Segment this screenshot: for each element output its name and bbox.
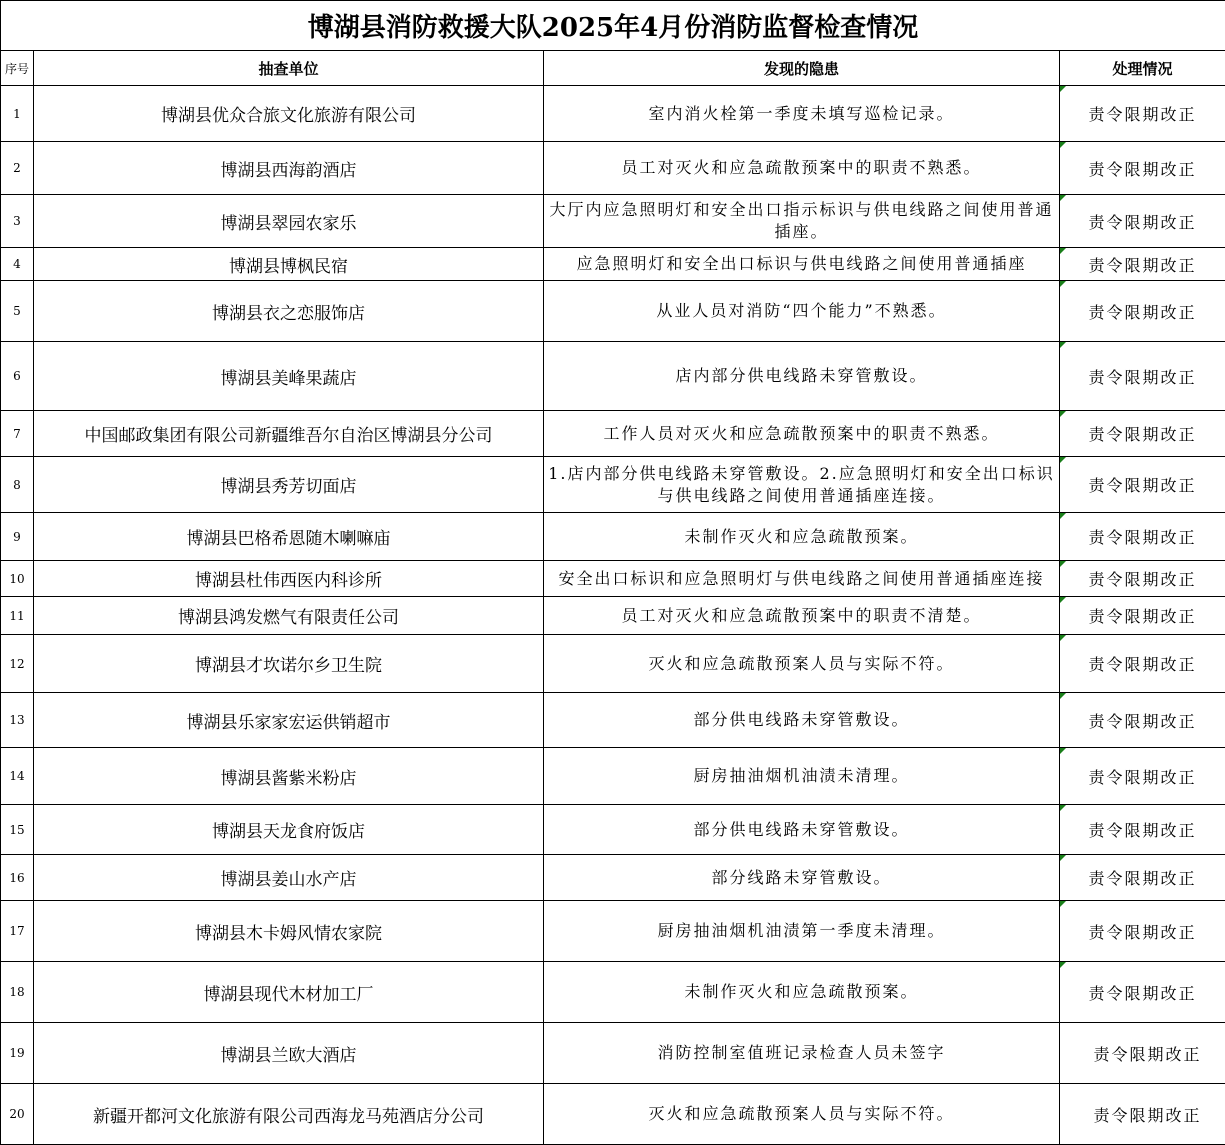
row-result-text: 责令限期改正 xyxy=(1088,425,1197,444)
row-unit xyxy=(34,748,544,805)
table-row xyxy=(1,901,1225,962)
row-unit-text: 新疆开都河文化旅游有限公司西海龙马苑酒店分公司 xyxy=(93,1106,484,1127)
row-result xyxy=(1060,597,1225,635)
table-row xyxy=(1,1023,1225,1084)
row-issue xyxy=(544,411,1060,457)
row-seq xyxy=(1,457,34,513)
row-seq-text: 20 xyxy=(9,1107,25,1121)
row-issue xyxy=(544,901,1060,962)
row-result-text: 责令限期改正 xyxy=(1088,821,1197,840)
row-result-text: 责令限期改正 xyxy=(1088,570,1197,589)
header-result: 处理情况 xyxy=(1060,51,1225,86)
row-result xyxy=(1060,1084,1225,1145)
row-result xyxy=(1060,248,1225,281)
row-unit xyxy=(34,195,544,248)
row-issue-text: 应急照明灯和安全出口标识与供电线路之间使用普通插座 xyxy=(576,254,1027,273)
row-unit-text: 博湖县优众合旅文化旅游有限公司 xyxy=(161,106,416,126)
row-result-text: 责令限期改正 xyxy=(1088,711,1197,731)
row-result xyxy=(1060,1023,1225,1084)
row-seq-text: 13 xyxy=(9,713,25,727)
row-seq xyxy=(1,281,34,342)
header-seq: 序号 xyxy=(1,51,34,86)
row-unit-text: 博湖县才坎诺尔乡卫生院 xyxy=(195,656,382,676)
row-issue xyxy=(544,195,1060,248)
row-seq xyxy=(1,513,34,561)
row-result xyxy=(1060,855,1225,901)
row-result-text: 责令限期改正 xyxy=(1088,607,1197,626)
row-unit xyxy=(34,457,544,513)
row-result xyxy=(1060,86,1225,142)
row-seq xyxy=(1,901,34,962)
table-row xyxy=(1,805,1225,855)
comment-marker-icon xyxy=(1060,457,1066,463)
row-result xyxy=(1060,901,1225,962)
row-seq-text: 12 xyxy=(9,656,25,671)
row-unit xyxy=(34,86,544,142)
row-unit xyxy=(34,1084,544,1145)
row-unit xyxy=(34,561,544,597)
row-issue xyxy=(544,748,1060,805)
row-result xyxy=(1060,195,1225,248)
row-result xyxy=(1060,805,1225,855)
row-result-text: 责令限期改正 xyxy=(1088,105,1197,124)
row-result xyxy=(1060,962,1225,1023)
row-issue-text: 员工对灭火和应急疏散预案中的职责不熟悉。 xyxy=(621,158,982,177)
comment-marker-icon xyxy=(1060,342,1066,348)
table-row xyxy=(1,248,1225,281)
row-seq xyxy=(1,195,34,248)
row-seq xyxy=(1,411,34,457)
comment-marker-icon xyxy=(1060,561,1066,567)
row-issue xyxy=(544,1084,1060,1145)
row-unit xyxy=(34,411,544,457)
row-unit xyxy=(34,901,544,962)
row-seq xyxy=(1,1084,34,1145)
row-issue xyxy=(544,693,1060,748)
row-unit-text: 博湖县西海韵酒店 xyxy=(220,160,357,181)
row-seq xyxy=(1,1023,34,1084)
row-seq xyxy=(1,248,34,281)
row-issue-text: 店内部分供电线路未穿管敷设。 xyxy=(675,366,928,385)
row-seq xyxy=(1,635,34,693)
row-unit-text: 博湖县鸿发燃气有限责任公司 xyxy=(178,608,399,628)
row-seq-text: 1 xyxy=(13,106,21,121)
row-seq-text: 19 xyxy=(9,1046,25,1060)
table-row xyxy=(1,457,1225,513)
row-unit xyxy=(34,693,544,748)
table-row xyxy=(1,195,1225,248)
row-unit-text: 中国邮政集团有限公司新疆维吾尔自治区博湖县分公司 xyxy=(84,426,493,446)
row-unit xyxy=(34,281,544,342)
row-result xyxy=(1060,142,1225,195)
row-unit xyxy=(34,855,544,901)
row-result-text: 责令限期改正 xyxy=(1088,367,1197,387)
row-result-text: 责令限期改正 xyxy=(1088,528,1197,547)
row-result xyxy=(1060,281,1225,342)
table-row xyxy=(1,855,1225,901)
row-seq-text: 9 xyxy=(13,529,21,544)
row-result-text: 责令限期改正 xyxy=(1088,922,1197,942)
row-seq xyxy=(1,342,34,411)
row-result xyxy=(1060,693,1225,748)
row-seq xyxy=(1,693,34,748)
row-seq-text: 8 xyxy=(13,477,21,492)
row-result-text: 责令限期改正 xyxy=(1088,212,1197,232)
comment-marker-icon xyxy=(1060,142,1066,148)
row-unit-text: 博湖县现代木材加工厂 xyxy=(203,984,374,1005)
row-unit xyxy=(34,635,544,693)
row-issue-text: 部分线路未穿管敷设。 xyxy=(711,867,892,887)
row-issue-text: 厨房抽油烟机油渍第一季度未清理。 xyxy=(657,921,946,940)
row-issue xyxy=(544,635,1060,693)
row-result-text: 责令限期改正 xyxy=(1088,159,1197,179)
row-seq xyxy=(1,962,34,1023)
row-result xyxy=(1060,411,1225,457)
row-seq-text: 4 xyxy=(13,257,21,271)
row-seq xyxy=(1,142,34,195)
table-row xyxy=(1,748,1225,805)
row-unit xyxy=(34,805,544,855)
row-issue xyxy=(544,281,1060,342)
row-unit-text: 博湖县姜山水产店 xyxy=(220,870,357,890)
row-unit-text: 博湖县天龙食府饭店 xyxy=(212,822,365,842)
row-seq-text: 14 xyxy=(9,769,25,783)
row-unit xyxy=(34,1023,544,1084)
table-row xyxy=(1,1084,1225,1145)
header-issue: 发现的隐患 xyxy=(544,51,1060,86)
row-issue-text: 员工对灭火和应急疏散预案中的职责不清楚。 xyxy=(621,605,982,625)
table-row xyxy=(1,635,1225,693)
row-result xyxy=(1060,748,1225,805)
table-row xyxy=(1,513,1225,561)
row-issue xyxy=(544,1023,1060,1084)
table-row xyxy=(1,86,1225,142)
row-seq xyxy=(1,855,34,901)
table-row xyxy=(1,962,1225,1023)
comment-marker-icon xyxy=(1060,281,1066,287)
row-issue xyxy=(544,342,1060,411)
row-seq-text: 17 xyxy=(9,924,25,938)
row-issue-text: 室内消火栓第一季度未填写巡检记录。 xyxy=(648,103,955,123)
row-seq xyxy=(1,86,34,142)
row-seq-text: 18 xyxy=(9,985,25,999)
row-issue-text: 1.店内部分供电线路未穿管敷设。2.应急照明灯和安全出口标识与供电线路之间使用普通插座连接。 xyxy=(548,463,1055,505)
comment-marker-icon xyxy=(1060,411,1066,417)
row-unit-text: 博湖县酱紫米粉店 xyxy=(220,768,357,789)
row-seq-text: 6 xyxy=(13,369,21,383)
row-issue-text: 从业人员对消防“四个能力”不熟悉。 xyxy=(656,301,947,320)
row-unit xyxy=(34,962,544,1023)
table-row xyxy=(1,281,1225,342)
row-seq-text: 3 xyxy=(13,214,21,228)
header-unit: 抽查单位 xyxy=(34,51,544,86)
row-result xyxy=(1060,342,1225,411)
row-issue xyxy=(544,962,1060,1023)
comment-marker-icon xyxy=(1060,86,1066,92)
row-issue xyxy=(544,248,1060,281)
row-unit-text: 博湖县翠园农家乐 xyxy=(220,213,357,234)
page-title: 博湖县消防救援大队2025年4月份消防监督检查情况 xyxy=(1,1,1225,51)
row-unit xyxy=(34,597,544,635)
row-result xyxy=(1060,513,1225,561)
row-issue-text: 未制作灭火和应急疏散预案。 xyxy=(684,526,919,546)
row-unit xyxy=(34,342,544,411)
row-result-text: 责令限期改正 xyxy=(1093,1044,1202,1064)
row-result-text: 责令限期改正 xyxy=(1088,476,1197,495)
row-issue-text: 厨房抽油烟机油渍未清理。 xyxy=(693,766,910,785)
comment-marker-icon xyxy=(1060,635,1066,641)
comment-marker-icon xyxy=(1060,901,1066,907)
comment-marker-icon xyxy=(1060,195,1066,201)
comment-marker-icon xyxy=(1060,855,1066,861)
row-issue xyxy=(544,86,1060,142)
table-row xyxy=(1,693,1225,748)
row-issue-text: 部分供电线路未穿管敷设。 xyxy=(693,819,910,839)
row-seq-text: 5 xyxy=(13,304,21,318)
row-issue xyxy=(544,805,1060,855)
comment-marker-icon xyxy=(1060,693,1066,699)
comment-marker-icon xyxy=(1060,805,1066,811)
row-unit-text: 博湖县乐家家宏运供销超市 xyxy=(186,712,391,733)
table-row xyxy=(1,597,1225,635)
row-result xyxy=(1060,457,1225,513)
row-unit-text: 博湖县博枫民宿 xyxy=(229,256,348,277)
row-unit-text: 博湖县巴格希恩随木喇嘛庙 xyxy=(186,529,391,549)
row-issue xyxy=(544,561,1060,597)
row-result-text: 责令限期改正 xyxy=(1088,869,1197,888)
row-issue-text: 灭火和应急疏散预案人员与实际不符。 xyxy=(648,1104,955,1123)
row-unit xyxy=(34,142,544,195)
row-issue-text: 消防控制室值班记录检查人员未签字 xyxy=(657,1043,946,1062)
row-result-text: 责令限期改正 xyxy=(1088,302,1197,322)
row-issue-text: 安全出口标识和应急照明灯与供电线路之间使用普通插座连接 xyxy=(558,568,1045,588)
row-seq-text: 11 xyxy=(9,608,25,623)
comment-marker-icon xyxy=(1060,248,1066,254)
row-seq xyxy=(1,597,34,635)
row-result-text: 责令限期改正 xyxy=(1088,655,1197,674)
row-seq xyxy=(1,561,34,597)
row-issue-text: 工作人员对灭火和应急疏散预案中的职责不熟悉。 xyxy=(603,423,1000,443)
row-issue xyxy=(544,513,1060,561)
table-row xyxy=(1,411,1225,457)
row-issue-text: 灭火和应急疏散预案人员与实际不符。 xyxy=(648,653,955,673)
row-result-text: 责令限期改正 xyxy=(1088,255,1197,275)
row-seq-text: 15 xyxy=(9,822,25,837)
row-result-text: 责令限期改正 xyxy=(1088,983,1197,1003)
row-result-text: 责令限期改正 xyxy=(1093,1105,1202,1125)
row-seq-text: 2 xyxy=(13,161,21,175)
header-row xyxy=(1,51,1225,86)
row-issue xyxy=(544,142,1060,195)
table-row xyxy=(1,561,1225,597)
comment-marker-icon xyxy=(1060,513,1066,519)
row-issue-text: 部分供电线路未穿管敷设。 xyxy=(693,710,910,729)
row-seq-text: 7 xyxy=(13,426,21,441)
row-seq xyxy=(1,748,34,805)
row-issue xyxy=(544,855,1060,901)
table-row xyxy=(1,342,1225,411)
table-row xyxy=(1,142,1225,195)
row-issue-text: 大厅内应急照明灯和安全出口指示标识与供电线路之间使用普通插座。 xyxy=(549,200,1054,241)
row-issue xyxy=(544,597,1060,635)
comment-marker-icon xyxy=(1060,962,1066,968)
row-unit-text: 博湖县衣之恋服饰店 xyxy=(212,303,365,324)
row-seq-text: 10 xyxy=(9,571,25,586)
row-unit xyxy=(34,248,544,281)
row-unit-text: 博湖县美峰果蔬店 xyxy=(220,368,357,389)
row-result xyxy=(1060,561,1225,597)
row-unit-text: 博湖县秀芳切面店 xyxy=(220,477,357,497)
row-unit-text: 博湖县木卡姆风情农家院 xyxy=(195,923,382,944)
row-issue-text: 未制作灭火和应急疏散预案。 xyxy=(684,982,919,1001)
row-seq-text: 16 xyxy=(9,870,25,885)
row-unit xyxy=(34,513,544,561)
row-unit-text: 博湖县兰欧大酒店 xyxy=(220,1045,357,1066)
row-result xyxy=(1060,635,1225,693)
row-result-text: 责令限期改正 xyxy=(1088,767,1197,787)
row-unit-text: 博湖县杜伟西医内科诊所 xyxy=(195,571,382,591)
row-issue xyxy=(544,457,1060,513)
comment-marker-icon xyxy=(1060,748,1066,754)
comment-marker-icon xyxy=(1060,597,1066,603)
row-seq xyxy=(1,805,34,855)
